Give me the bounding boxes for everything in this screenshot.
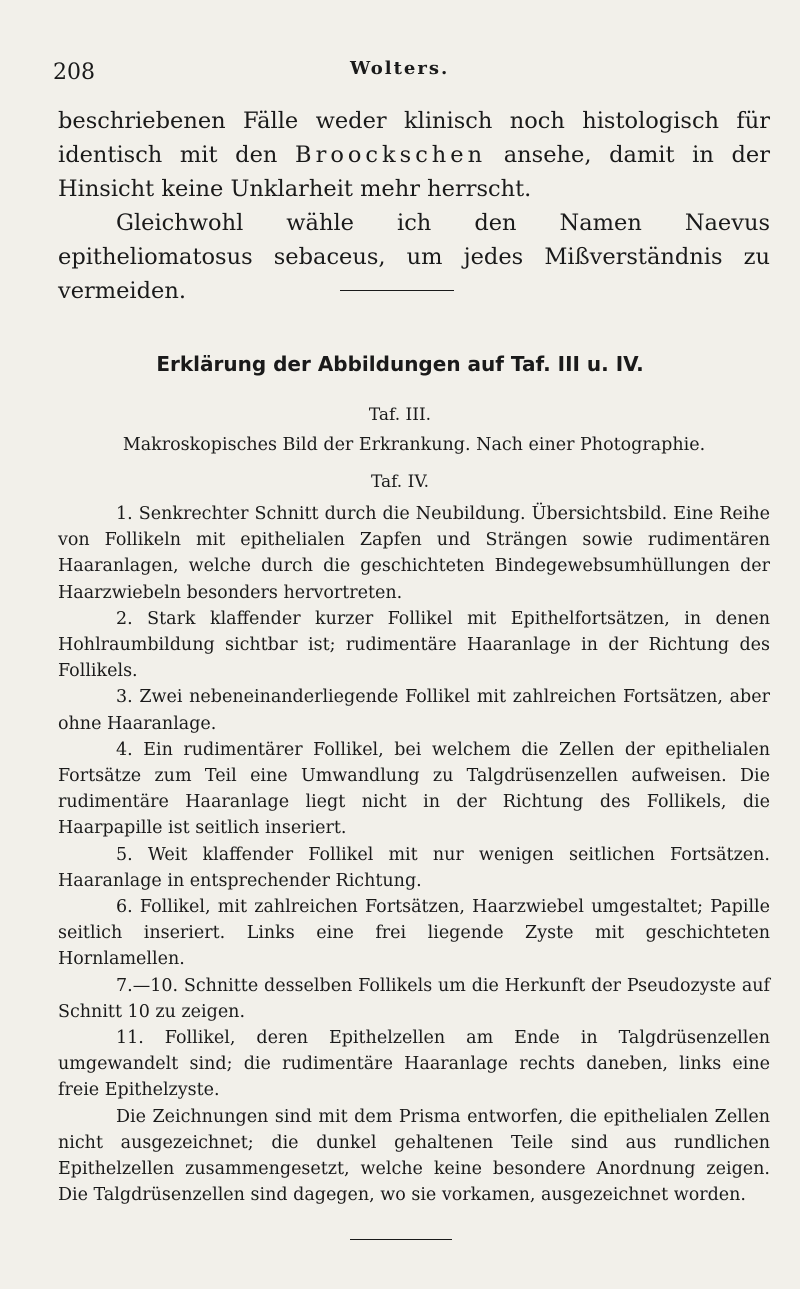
running-head: Wolters.	[350, 58, 450, 79]
intro-paragraph-2: Gleichwohl wähle ich den Namen Naevus epitheliomatosus sebaceus, um jedes Mißverständnis zu vermeiden.	[58, 210, 770, 304]
section-heading: Erklärung der Abbildungen auf Taf. III u. IV.	[156, 352, 644, 376]
page-header	[50, 58, 760, 88]
closing-paragraph: Die Zeichnungen sind mit dem Prisma entworfen, die epithelialen Zellen nicht ausgezeichnet; die dunkel gehaltenen Teile sind aus rundlichen Epithelzellen zusammengesetzt, welche keine besondere Anordnung zeigen. Die Talgdrüsenzellen sind dagegen, wo sie vorkamen, ausgezeichnet worden.	[58, 1106, 770, 1206]
intro-p1-after: ansehe, damit in der Hinsicht keine Unklarheit mehr herrscht.	[58, 142, 770, 202]
figure-item-2: 2. Stark klaffender kurzer Follikel mit Epithelfortsätzen, in denen Hohlraumbildung sichtbar ist; rudimentäre Haaranlage in der Richtung des Follikels.	[58, 608, 770, 682]
page-number: 208	[53, 60, 95, 85]
figure-item-11: 11. Follikel, deren Epithelzellen am Ende in Talgdrüsenzellen umgewandelt sind; die rudimentäre Haaranlage rechts daneben, links eine freie Epithelzyste.	[58, 1028, 770, 1101]
figure-item-1: 1. Senkrechter Schnitt durch die Neubildung. Übersichtsbild. Eine Reihe von Follikeln mit epithelialen Zapfen und Strängen sowie rudimentären Haaranlagen, welche durch die geschichteten Bindegewebsumhüllungen der Haarzwiebeln besonders hervortreten.	[58, 504, 770, 603]
plate-3-caption-block	[58, 432, 770, 458]
end-divider	[350, 1239, 452, 1240]
plate-3-label: Taf. III.	[368, 405, 432, 425]
author-name: Broockschen	[295, 142, 487, 168]
figure-list	[58, 501, 770, 1208]
figure-item-5: 5. Weit klaffender Follikel mit nur wenigen seitlichen Fortsätzen. Haaranlage in entsprechender Richtung.	[58, 844, 770, 891]
plate-3-caption: Makroskopisches Bild der Erkrankung. Nach einer Photographie.	[122, 435, 706, 455]
figure-item-7-10: 7.—10. Schnitte desselben Follikels um die Herkunft der Pseudozyste auf Schnitt 10 zu zeigen.	[58, 975, 770, 1022]
intro-p1-before: beschriebenen Fälle weder klinisch noch histologisch für identisch mit den	[58, 108, 770, 168]
figure-item-4: 4. Ein rudimentärer Follikel, bei welchem die Zellen der epithelialen Fortsätze zum Teil eine Umwandlung zu Talgdrüsenzellen aufweisen. Die rudimentäre Haaranlage liegt nicht in der Richtung des Follikels, die Haarpapille ist seitlich inseriert.	[58, 739, 770, 839]
section-divider	[340, 290, 454, 291]
plate-4-label: Taf. IV.	[370, 472, 430, 492]
figure-item-3: 3. Zwei nebeneinanderliegende Follikel mit zahlreichen Fortsätzen, aber ohne Haaranlage.	[58, 687, 770, 734]
intro-text	[58, 104, 770, 308]
intro-paragraph-1	[58, 104, 770, 206]
figure-item-6: 6. Follikel, mit zahlreichen Fortsätzen, Haarzwiebel umgestaltet; Papille seitlich inseriert. Links eine frei liegende Zyste mit geschichteten Hornlamellen.	[58, 897, 770, 970]
